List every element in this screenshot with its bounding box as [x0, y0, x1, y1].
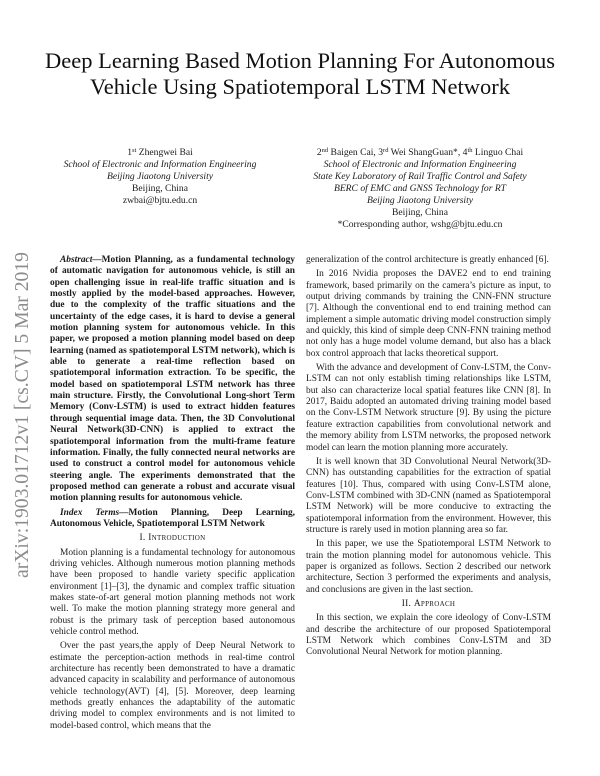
author-location: Beijing, China	[132, 183, 188, 194]
paragraph: Over the past years,the apply of Deep Neural Network to estimate the perception-action methods in real-time control architecture has recently been demonstrated to have a dramatic advanced capacity in scalability and performance of autonomous vehicle technology(AVT) [4], [5]. Moreover, deep learning methods greatly enhances the adaptability of the automatic driving model to complex environments and is not limited to model-based control, which means that the	[50, 641, 295, 731]
arxiv-identifier	[2, 250, 38, 580]
abstract: Abstract—Motion Planning, as a fundamental technology of automatic navigation for autonomous vehicle, is still an open challenging issue in real-life traffic situation and is mostly applied by the model-based approaches. However, due to the complexity of the traffic situations and the uncertainty of the edge cases, it is hard to devise a general motion planning system for autonomous vehicle. In this paper, we proposed a motion planning model based on deep learning (named as spatiotemporal LSTM network), which is able to generate a real-time reflection based on spatiotemporal information extraction. To be specific, the model based on spatiotemporal LSTM network has three main structure. Firstly, the Convolutional Long-short Term Memory (Conv-LSTM) is used to extract hidden features through sequential image data. Then, the 3D Convolutional Neural Network(3D-CNN) is applied to extract the spatiotemporal information from the multi-frame feature information. Finally, the fully connected neural networks are used to construct a control model for autonomous vehicle steering angle. The experiments demonstrated that the proposed method can generate a robust and accurate visual motion planning results for autonomous vehicle.	[50, 255, 295, 504]
paragraph: In 2016 Nvidia proposes the DAVE2 end to end training framework, based primarily on the camera’s picture as input, to output driving commands by training the CNN-FNN structure [7]. Although the conventional end to end training method can implement a simple automatic driving model construction simply and quickly, this kind of simple deep CNN-FNN training method not only has a huge model volume demand, but also has a black box control approach that lacks theoretical support.	[306, 269, 552, 359]
author-email: zwbai@bjtu.edu.cn	[122, 195, 198, 206]
author-name: 1st Zhengwei Bai	[127, 147, 193, 158]
paragraph: In this section, we explain the core ideology of Conv-LSTM and describe the architecture of our proposed Spatiotemporal LSTM Network which combines Conv-LSTM and 3D Convolutional Neural Network for motion planning.	[306, 613, 551, 658]
paragraph: With the advance and development of Conv-LSTM, the Conv-LSTM can not only establish timing relationships like LSTM, but also can characterize local spatial features like CNN [8]. In 2017, Baidu adopted an automated driving training model based on the Conv-LSTM Network structure [9]. By using the picture feature extraction capabilities from convolutional network and the memory ability from LSTM networks, the proposed network model can learn the motion planning more accurately.	[306, 363, 551, 453]
author-affiliation: BERC of EMC and GNSS Technology for RT	[333, 183, 507, 194]
corresponding-author: *Corresponding author, wshg@bjtu.edu.cn	[337, 219, 503, 230]
author-affiliation: State Key Laboratory of Rail Traffic Control and Safety	[313, 171, 527, 182]
author-location: Beijing, China	[392, 207, 448, 218]
paragraph-continuation: generalization of the control architecture is greatly enhanced [6].	[306, 255, 549, 265]
author-affiliation: Beijing Jiaotong University	[366, 195, 474, 206]
paragraph: It is well known that 3D Convolutional Neural Network(3D-CNN) has outstanding capabilities for the extraction of spatial features [10]. Thus, compared with using Conv-LSTM alone, Conv-LSTM combined with 3D-CNN (named as Spatiotemporal LSTM Network) will be more conducive to extracting the spatiotemporal information from the environment. However, this structure is rarely used in motion planning area so far.	[306, 456, 551, 535]
index-terms: Index Terms—Motion Planning, Deep Learning, Autonomous Vehicle, Spatiotemporal LSTM Network	[50, 507, 296, 529]
paragraph: Motion planning is a fundamental technology for autonomous driving vehicles. Although numerous motion planning methods have been proposed to handle variety specific application environment [1]–[3], the dynamic and complex traffic situation makes state-of-art general motion planning methods not work well. To make the motion planning strategy more general and robust is the primary task of perception based autonomous vehicle control method.	[50, 547, 295, 637]
right-column	[306, 255, 551, 659]
author-block-right	[285, 147, 555, 231]
author-names: 2nd Baigen Cai, 3rd Wei ShangGuan*, 4th Linguo Chai	[316, 147, 524, 158]
paper-title: Deep Learning Based Motion Planning For Autonomous Vehicle Using Spatiotemporal LSTM Network	[45, 48, 555, 99]
author-block-left	[60, 147, 260, 207]
author-affiliation: School of Electronic and Information Engineering	[63, 159, 257, 170]
section-heading-approach: II. Approach	[401, 598, 456, 609]
paragraph: In this paper, we use the Spatiotemporal LSTM Network to train the motion planning model for autonomous vehicle. This paper is organized as follows. Section 2 described our network architecture, Section 3 performed the experiments and analysis, and conclusions are given in the last section.	[306, 539, 551, 595]
section-heading-introduction: I. Introduction	[139, 533, 206, 544]
author-affiliation: Beijing Jiaotong University	[106, 171, 214, 182]
left-column	[50, 255, 295, 732]
author-affiliation: School of Electronic and Information Engineering	[323, 159, 517, 170]
arxiv-stamp-text: arXiv:1903.01712v1 [cs.CV] 5 Mar 2019	[11, 250, 33, 578]
